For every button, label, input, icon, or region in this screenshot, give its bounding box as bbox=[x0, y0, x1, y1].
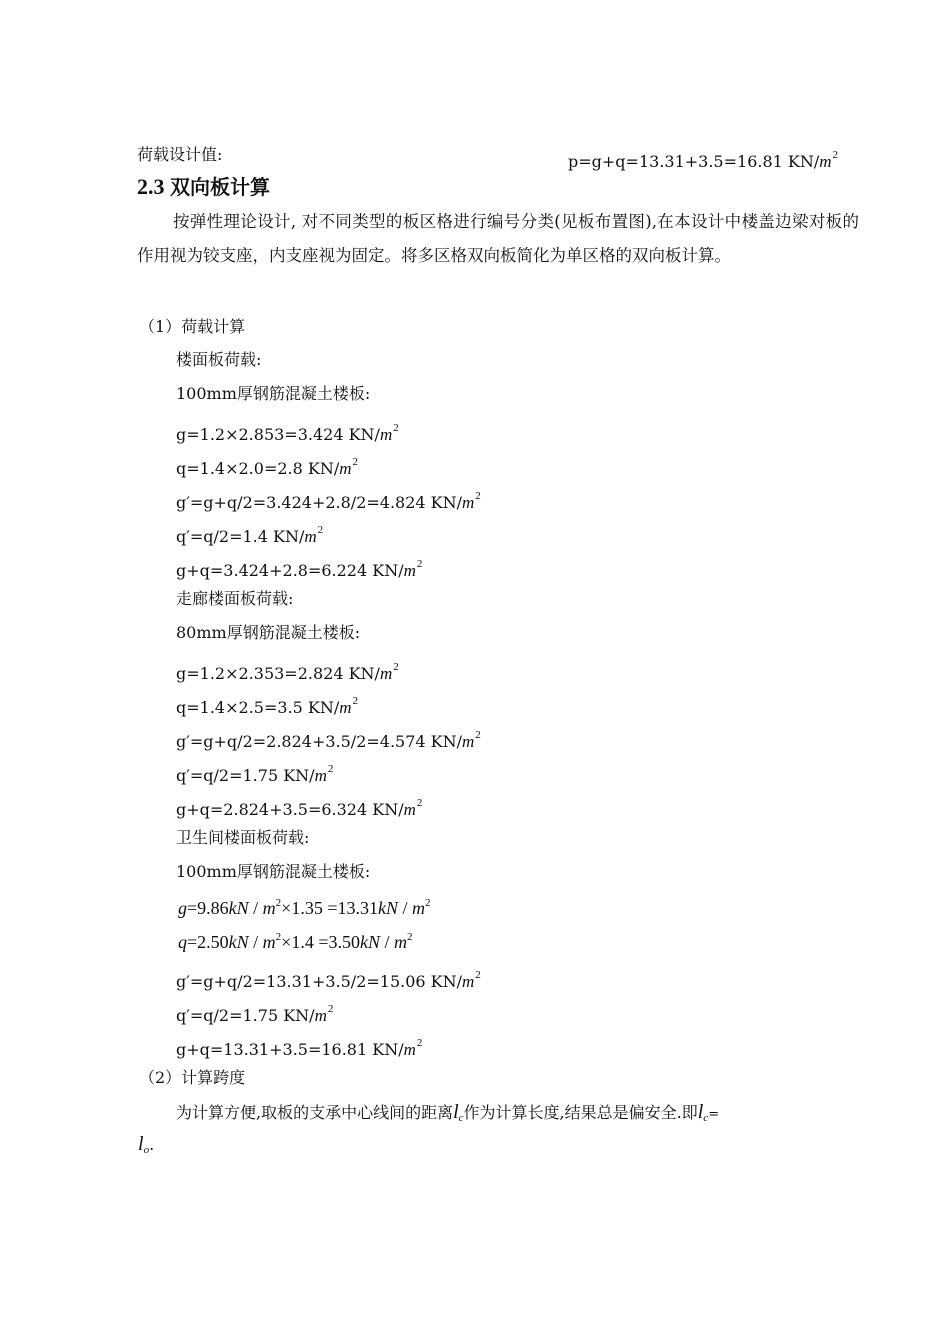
design-load-label bbox=[137, 144, 222, 166]
formula-exp: 2 bbox=[275, 897, 282, 909]
symbol-l: l bbox=[453, 1101, 459, 1123]
unit-m: m bbox=[462, 732, 475, 751]
corridor-slab: 80mm厚钢筋混凝土楼板: bbox=[176, 623, 361, 642]
corridor-load-title: 走廊楼面板荷载: bbox=[176, 589, 294, 608]
unit-m: m bbox=[339, 459, 352, 478]
formula-part: =9.86 bbox=[187, 898, 229, 918]
floor-line-3-text: g′=g+q/2=3.424+2.8/2=4.824 KN/ bbox=[176, 493, 463, 512]
formula-part: =2.50 bbox=[187, 932, 229, 952]
period: . bbox=[149, 1135, 155, 1154]
corridor-line-4 bbox=[176, 758, 333, 787]
floor-line-4-text: q′=q/2=1.4 KN/ bbox=[176, 527, 305, 546]
subscript-c: c bbox=[703, 1112, 709, 1124]
corridor-line-2 bbox=[176, 690, 358, 719]
unit-exp: 2 bbox=[327, 763, 334, 775]
toilet-slab: 100mm厚钢筋混凝土楼板: bbox=[176, 862, 371, 881]
design-load-formula: p=g+q=13.31+3.5=16.81 KN/ bbox=[568, 152, 820, 171]
unit-exp: 2 bbox=[327, 1003, 334, 1015]
unit-m: m bbox=[339, 698, 352, 717]
corridor-line-3 bbox=[176, 724, 481, 753]
unit-m: m bbox=[304, 527, 317, 546]
symbol-l: l bbox=[697, 1101, 704, 1123]
formula-part: ×1.4 =3.50 bbox=[281, 932, 360, 952]
part1-title: （1）荷载计算 bbox=[139, 317, 246, 336]
formula-unit: kN bbox=[228, 898, 249, 918]
floor-line-4 bbox=[176, 519, 323, 548]
unit-m: m bbox=[819, 152, 832, 171]
subscript-c: c bbox=[458, 1112, 464, 1124]
formula-exp: 2 bbox=[407, 931, 413, 943]
formula-slash: / bbox=[379, 932, 394, 952]
span-text-b: 作为计算长度,结果总是偏安全.即 bbox=[463, 1103, 698, 1122]
formula-slash: / bbox=[397, 898, 412, 918]
part2-title: （2）计算跨度 bbox=[139, 1068, 246, 1087]
span-paragraph-line2 bbox=[138, 1133, 154, 1161]
formula-exp: 2 bbox=[275, 931, 282, 943]
formula-unit: kN bbox=[228, 932, 249, 952]
unit-m: m bbox=[403, 1040, 416, 1059]
floor-load-title: 楼面板荷载: bbox=[176, 350, 262, 369]
toilet-line-2 bbox=[176, 998, 333, 1027]
toilet-line-3-text: g+q=13.31+3.5=16.81 KN/ bbox=[176, 1040, 404, 1059]
unit-m: m bbox=[379, 425, 393, 444]
unit-exp: 2 bbox=[352, 695, 359, 707]
unit-m: m bbox=[462, 493, 475, 512]
formula-unit: kN bbox=[377, 898, 398, 918]
section-number: 2.3 bbox=[137, 174, 165, 199]
symbol-l: l bbox=[138, 1133, 144, 1155]
corridor-line-3-text: g′=g+q/2=2.824+3.5/2=4.574 KN/ bbox=[176, 732, 463, 751]
floor-line-5-text: g+q=3.424+2.8=6.224 KN/ bbox=[176, 561, 404, 580]
unit-m: m bbox=[314, 1006, 327, 1025]
floor-line-3 bbox=[176, 485, 481, 514]
corridor-line-5 bbox=[176, 792, 422, 821]
corridor-line-5-text: g+q=2.824+3.5=6.324 KN/ bbox=[176, 800, 404, 819]
design-load-value bbox=[568, 144, 838, 173]
formula-unit-m: m bbox=[262, 932, 276, 952]
formula-symbol: q bbox=[178, 932, 187, 952]
formula-exp: 2 bbox=[425, 897, 431, 909]
toilet-line-1 bbox=[176, 964, 481, 993]
formula-slash: / bbox=[248, 932, 263, 952]
design-load-label-text: 荷载设计值: bbox=[137, 145, 223, 164]
unit-exp: 2 bbox=[832, 149, 839, 161]
unit-m: m bbox=[379, 664, 393, 683]
toilet-formula-q bbox=[178, 925, 413, 954]
unit-exp: 2 bbox=[416, 797, 423, 809]
unit-m: m bbox=[403, 800, 416, 819]
formula-slash: / bbox=[248, 898, 263, 918]
intro-paragraph: 按弹性理论设计, 对不同类型的板区格进行编号分类(见板布置图),在本设计中楼盖边梁对板的作用视为铰支座，内支座视为固定。将多区格双向板简化为单区格的双向板计算。 bbox=[137, 212, 859, 265]
section-title: 双向板计算 bbox=[170, 175, 270, 199]
floor-line-1 bbox=[176, 417, 399, 446]
formula-symbol: g bbox=[178, 898, 187, 918]
corridor-line-1 bbox=[176, 656, 399, 685]
unit-exp: 2 bbox=[475, 729, 481, 741]
floor-slab: 100mm厚钢筋混凝土楼板: bbox=[176, 384, 371, 403]
floor-line-1-text: g=1.2×2.853=3.424 KN/ bbox=[176, 425, 380, 444]
unit-m: m bbox=[314, 766, 327, 785]
formula-unit: kN bbox=[359, 932, 380, 952]
span-paragraph-line1 bbox=[176, 1101, 719, 1129]
toilet-load-title: 卫生间楼面板荷载: bbox=[176, 828, 310, 847]
toilet-line-1-text: g′=g+q/2=13.31+3.5/2=15.06 KN/ bbox=[176, 972, 463, 991]
toilet-line-2-text: q′=q/2=1.75 KN/ bbox=[176, 1006, 315, 1025]
floor-line-2-text: q=1.4×2.0=2.8 KN/ bbox=[176, 459, 340, 478]
formula-unit-m: m bbox=[394, 932, 407, 952]
toilet-line-3 bbox=[176, 1032, 422, 1061]
floor-line-2 bbox=[176, 451, 358, 480]
floor-line-5 bbox=[176, 553, 422, 582]
toilet-formula-g bbox=[178, 891, 431, 920]
unit-m: m bbox=[462, 972, 475, 991]
unit-exp: 2 bbox=[416, 1037, 423, 1049]
unit-exp: 2 bbox=[416, 558, 423, 570]
unit-exp: 2 bbox=[475, 490, 481, 502]
unit-m: m bbox=[403, 561, 416, 580]
corridor-line-4-text: q′=q/2=1.75 KN/ bbox=[176, 766, 315, 785]
subscript-o: o bbox=[143, 1144, 150, 1156]
unit-exp: 2 bbox=[317, 524, 324, 536]
span-text-a: 为计算方便,取板的支承中心线间的距离 bbox=[176, 1103, 454, 1122]
formula-part: ×1.35 =13.31 bbox=[281, 898, 378, 918]
unit-exp: 2 bbox=[352, 456, 359, 468]
formula-unit-m: m bbox=[262, 898, 276, 918]
corridor-line-1-text: g=1.2×2.353=2.824 KN/ bbox=[176, 664, 380, 683]
equals-sign: = bbox=[708, 1107, 720, 1122]
corridor-line-2-text: q=1.4×2.5=3.5 KN/ bbox=[176, 698, 340, 717]
unit-exp: 2 bbox=[475, 969, 481, 981]
unit-exp: 2 bbox=[393, 422, 399, 434]
section-heading bbox=[137, 173, 270, 201]
unit-exp: 2 bbox=[393, 661, 399, 673]
formula-unit-m: m bbox=[412, 898, 425, 918]
